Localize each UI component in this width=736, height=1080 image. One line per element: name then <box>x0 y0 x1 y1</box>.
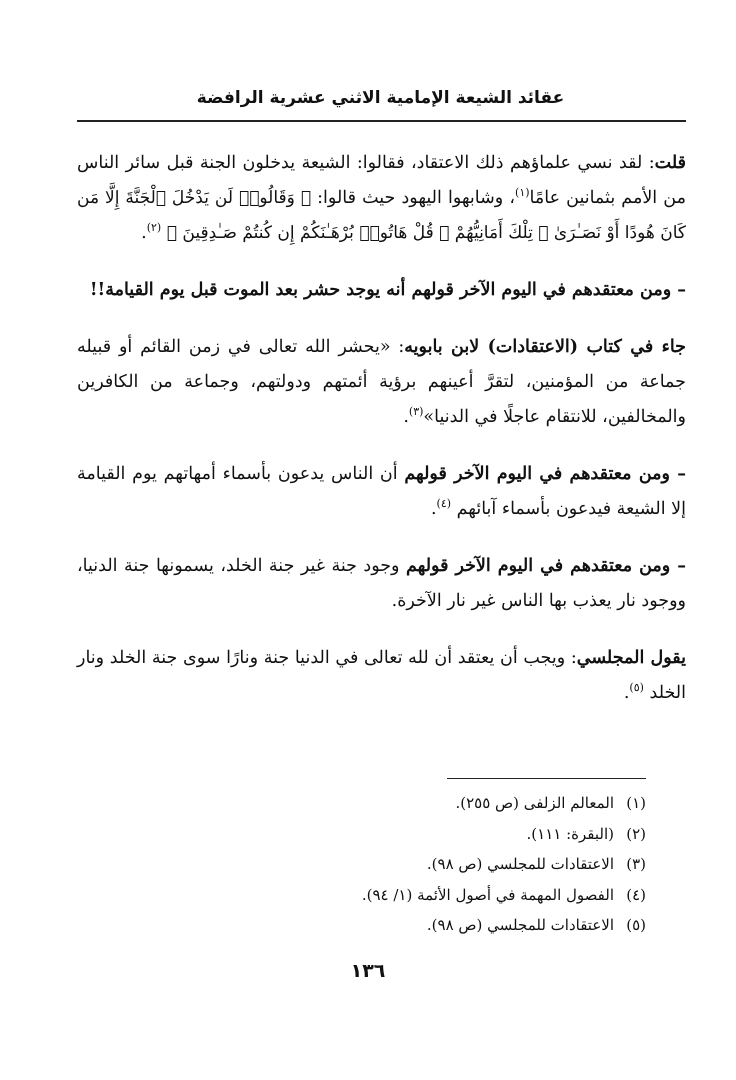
paragraph-lead: قلت <box>654 153 686 173</box>
footnote-rule <box>447 778 646 779</box>
footnote-ref: (٣) <box>408 405 424 419</box>
footnote-item <box>226 849 646 880</box>
paragraph-text: أن الناس يدعون بأسماء أمهاتهم يوم القيامة إلا الشيعة فيدعون بأسماء آبائهم <box>77 464 686 519</box>
paragraph-text: : ويجب أن يعتقد أن لله تعالى في الدنيا جنة ونارًا سوى جنة الخلد ونار الخلد <box>77 648 686 703</box>
paragraph-lead: يقول المجلسي <box>576 648 686 668</box>
footnote-number: (٣) <box>626 855 646 873</box>
footnote-item <box>226 819 646 850</box>
paragraph-end: . <box>141 223 147 243</box>
footnote-text: الفصول المهمة في أصول الأئمة (١/ ٩٤). <box>361 885 614 904</box>
footnote-text: المعالم الزلفى (ص ٢٥٥). <box>455 794 614 812</box>
footnote-text: الاعتقادات للمجلسي (ص ٩٨). <box>426 916 614 934</box>
footnote-number: (٤) <box>626 885 646 904</box>
footnote-text: (البقرة: ١١١). <box>526 824 614 843</box>
paragraph-end: . <box>430 499 437 519</box>
paragraph-bold: – ومن معتقدهم في اليوم الآخر قولهم أنه يوجد حشر بعد الموت قبل يوم القيامة!! <box>89 280 686 300</box>
running-header: عقائد الشيعة الإمامية الاثني عشرية الرافضة <box>196 88 565 108</box>
paragraph-text: : «يحشر الله تعالى في زمن القائم أو قبيله جماعة من المؤمنين، لتقرَّ أعينهم برؤية أئمتهم ودولتهم، وجماعة من الكافرين والمخالفين، للانتقام عاجلًا في الدنيا» <box>77 337 686 427</box>
paragraph-3 <box>77 330 686 435</box>
paragraph-1 <box>77 146 686 251</box>
paragraph-6 <box>77 641 686 711</box>
footnote-ref: (١) <box>515 186 530 200</box>
paragraph-4 <box>77 457 686 527</box>
page-number: ١٣٦ <box>350 960 386 982</box>
paragraph-end: . <box>623 683 630 703</box>
paragraph-lead: جاء في كتاب (الاعتقادات) لابن بابويه <box>404 337 686 357</box>
footnote-item <box>226 788 646 819</box>
paragraph-text: : لقد نسي علماؤهم ذلك الاعتقاد، فقالوا: الشيعة يدخلون الجنة قبل سائر الناس من الأمم بثمانين عامًا <box>77 153 686 208</box>
paragraph-bold: – ومن معتقدهم في اليوم الآخر قولهم <box>404 464 686 484</box>
paragraph-bold: – ومن معتقدهم في اليوم الآخر قولهم <box>405 556 686 576</box>
footnote-number: (٥) <box>626 916 646 934</box>
paragraph-text: وجود جنة غير جنة الخلد، يسمونها جنة الدنيا، ووجود نار يعذب بها الناس غير نار الآخرة. <box>77 556 686 611</box>
page-body <box>77 146 686 733</box>
footnote-ref: (٢) <box>146 221 162 235</box>
header-rule <box>77 120 686 122</box>
footnote-number: (٢) <box>626 824 646 843</box>
paragraph-5 <box>77 549 686 619</box>
footnote-item <box>226 880 646 911</box>
footnote-ref: (٤) <box>436 497 452 511</box>
footnote-item <box>226 910 646 941</box>
paragraph-2 <box>77 273 686 308</box>
footnote-text: الاعتقادات للمجلسي (ص ٩٨). <box>426 855 614 873</box>
footnotes <box>226 788 646 941</box>
paragraph-text: ، وشابهوا اليهود حيث قالوا: <box>311 188 516 208</box>
footnote-number: (١) <box>626 794 646 812</box>
footnote-ref: (٥) <box>629 681 644 695</box>
quran-verse: ﴿ وَقَالُوا۟ لَن يَدْخُلَ ٱلْجَنَّةَ إِلَّا مَن كَانَ هُودًا أَوْ نَصَـٰرَىٰ ۗ تِلْكَ أَمَانِيُّهُمْ ۗ قُلْ هَاتُوا۟ بُرْهَـٰنَكُمْ إِن كُنتُمْ صَـٰدِقِينَ ﴾ <box>77 188 686 243</box>
paragraph-end: . <box>403 407 409 427</box>
